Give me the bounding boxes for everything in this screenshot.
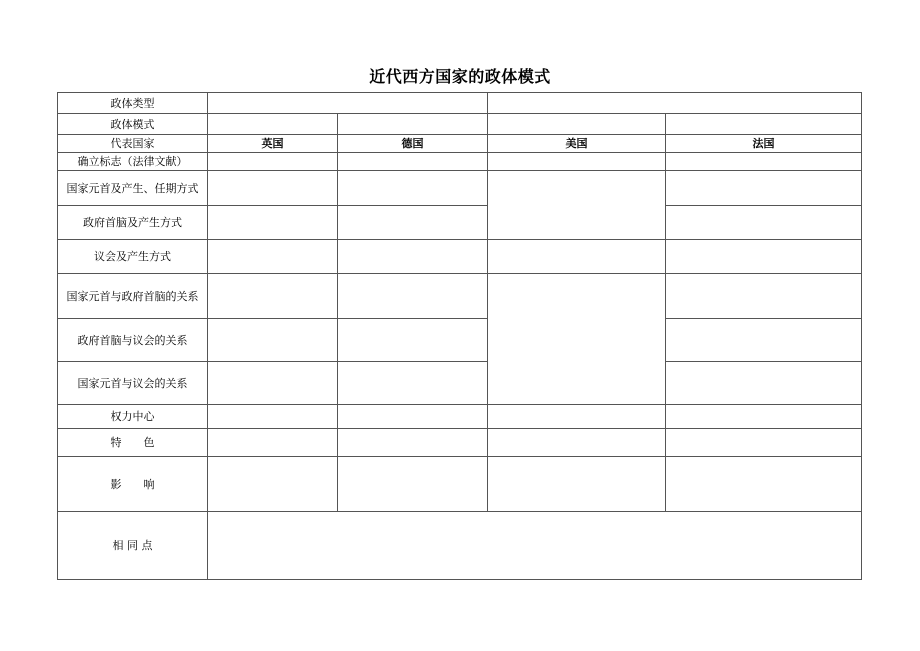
row-label-hos-vs-hog: 国家元首与政府首脑的关系 <box>58 274 208 319</box>
cell-parliament-de[interactable] <box>338 240 488 274</box>
cell-polity-type-b[interactable] <box>488 93 862 114</box>
polity-table <box>57 92 862 580</box>
row-label-hos-vs-parliament: 国家元首与议会的关系 <box>58 362 208 405</box>
row-label-polity-type: 政体类型 <box>58 93 208 114</box>
cell-establishment-us[interactable] <box>488 153 666 171</box>
table-row <box>58 319 862 362</box>
cell-influence-de[interactable] <box>338 457 488 512</box>
table-row <box>58 135 862 153</box>
table-row <box>58 429 862 457</box>
cell-hos-vs-parliament-fr[interactable] <box>666 362 862 405</box>
table-row <box>58 153 862 171</box>
cell-hos-vs-parliament-de[interactable] <box>338 362 488 405</box>
cell-establishment-fr[interactable] <box>666 153 862 171</box>
cell-establishment-uk[interactable] <box>208 153 338 171</box>
cell-features-fr[interactable] <box>666 429 862 457</box>
table-row <box>58 171 862 206</box>
cell-influence-fr[interactable] <box>666 457 862 512</box>
cell-features-uk[interactable] <box>208 429 338 457</box>
country-fr: 法国 <box>666 135 862 153</box>
cell-power-center-uk[interactable] <box>208 405 338 429</box>
cell-head-of-state-de[interactable] <box>338 171 488 206</box>
cell-polity-model-fr[interactable] <box>666 114 862 135</box>
cell-influence-uk[interactable] <box>208 457 338 512</box>
cell-parliament-us[interactable] <box>488 240 666 274</box>
cell-head-of-state-fr[interactable] <box>666 171 862 206</box>
cell-head-of-government-de[interactable] <box>338 206 488 240</box>
cell-hos-vs-hog-uk[interactable] <box>208 274 338 319</box>
cell-features-de[interactable] <box>338 429 488 457</box>
row-label-power-center: 权力中心 <box>58 405 208 429</box>
cell-polity-model-uk[interactable] <box>208 114 338 135</box>
page-title: 近代西方国家的政体模式 <box>369 67 551 86</box>
row-label-parliament: 议会及产生方式 <box>58 240 208 274</box>
cell-head-of-government-fr[interactable] <box>666 206 862 240</box>
cell-hog-vs-parliament-de[interactable] <box>338 319 488 362</box>
row-label-head-of-state: 国家元首及产生、任期方式 <box>58 171 208 206</box>
table-row <box>58 240 862 274</box>
row-label-polity-model: 政体模式 <box>58 114 208 135</box>
table-row <box>58 457 862 512</box>
table-row <box>58 512 862 580</box>
cell-establishment-de[interactable] <box>338 153 488 171</box>
cell-features-us[interactable] <box>488 429 666 457</box>
row-label-head-of-government: 政府首脑及产生方式 <box>58 206 208 240</box>
cell-hos-vs-hog-de[interactable] <box>338 274 488 319</box>
cell-parliament-uk[interactable] <box>208 240 338 274</box>
table-row <box>58 93 862 114</box>
cell-head-of-state-uk[interactable] <box>208 171 338 206</box>
cell-hos-vs-parliament-uk[interactable] <box>208 362 338 405</box>
row-label-influence: 影 响 <box>58 457 208 512</box>
cell-hog-vs-parliament-uk[interactable] <box>208 319 338 362</box>
row-label-hog-vs-parliament: 政府首脑与议会的关系 <box>58 319 208 362</box>
table-row <box>58 274 862 319</box>
country-uk: 英国 <box>208 135 338 153</box>
cell-influence-us[interactable] <box>488 457 666 512</box>
row-label-establishment: 确立标志（法律文献） <box>58 153 208 171</box>
cell-power-center-us[interactable] <box>488 405 666 429</box>
row-label-representative-country: 代表国家 <box>58 135 208 153</box>
cell-similarities[interactable] <box>208 512 862 580</box>
cell-polity-model-us[interactable] <box>488 114 666 135</box>
cell-relations-us-merged[interactable] <box>488 274 666 405</box>
cell-polity-type-a[interactable] <box>208 93 488 114</box>
table-row <box>58 405 862 429</box>
cell-power-center-de[interactable] <box>338 405 488 429</box>
cell-power-center-fr[interactable] <box>666 405 862 429</box>
table-row <box>58 206 862 240</box>
cell-parliament-fr[interactable] <box>666 240 862 274</box>
table-row <box>58 114 862 135</box>
row-label-similarities: 相 同 点 <box>58 512 208 580</box>
country-us: 美国 <box>488 135 666 153</box>
row-label-features: 特 色 <box>58 429 208 457</box>
cell-head-of-government-uk[interactable] <box>208 206 338 240</box>
cell-hog-vs-parliament-fr[interactable] <box>666 319 862 362</box>
country-de: 德国 <box>338 135 488 153</box>
cell-head-of-state-us-merged[interactable] <box>488 171 666 240</box>
cell-polity-model-de[interactable] <box>338 114 488 135</box>
table-row <box>58 362 862 405</box>
cell-hos-vs-hog-fr[interactable] <box>666 274 862 319</box>
